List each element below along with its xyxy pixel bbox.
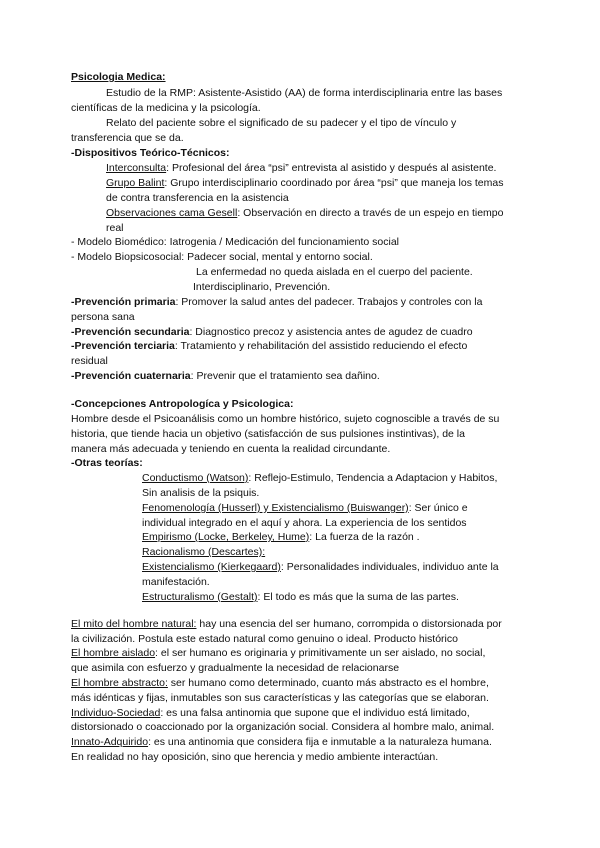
text-line — [106, 177, 503, 190]
text-line — [71, 355, 108, 368]
text-line — [71, 662, 399, 675]
text-line — [71, 340, 467, 353]
text-span: Sin analisis de la psiquis. — [142, 487, 260, 499]
text-span: El hombre abstracto: — [71, 677, 168, 689]
text-line — [106, 117, 456, 130]
text-span: Estudio de la RMP: Asistente-Asistido (AA) de forma interdisciplinaria entre las bases — [106, 87, 503, 99]
text-span: Fenomenología (Husserl) y Existencialismo (Buiswanger) — [142, 502, 409, 514]
text-line — [71, 443, 390, 456]
text-line — [71, 647, 485, 660]
text-line — [71, 413, 499, 426]
text-span: -Prevención secundaria — [71, 326, 190, 338]
text-line — [106, 222, 124, 235]
text-span: -Otras teorías: — [71, 457, 143, 469]
text-span: que asimila con esfuerzo y gradualmente la necesidad de relacionarse — [71, 662, 400, 674]
text-span: El mito del hombre natural: — [71, 618, 197, 630]
text-span: -Prevención terciaria — [71, 340, 175, 352]
text-span: persona sana — [71, 311, 135, 323]
text-line — [142, 561, 499, 574]
text-line — [142, 531, 420, 544]
text-span: La enfermedad no queda aislada en el cuerpo del paciente. — [196, 266, 473, 278]
text-span: Estructuralismo (Gestalt) — [142, 591, 258, 603]
text-span: residual — [71, 355, 108, 367]
text-span: - Modelo Biopsicosocial: Padecer social, mental y entorno social. — [71, 251, 373, 263]
text-span: Racionalismo (Descartes): — [142, 546, 266, 558]
text-line — [142, 517, 467, 530]
text-span: Existencialismo (Kierkegaard) — [142, 561, 281, 573]
text-line — [142, 472, 497, 485]
text-line — [71, 326, 473, 339]
text-span: -Prevención primaria — [71, 296, 176, 308]
text-span: - Modelo Biomédico: Iatrogenia / Medicación del funcionamiento social — [71, 236, 400, 248]
text-line — [71, 102, 261, 115]
text-span: ser humano como determinado, cuanto más abstracto es el hombre, — [167, 677, 489, 689]
text-line — [106, 162, 496, 175]
text-span: : Profesional del área “psi” entrevista al asistido y después al asistente. — [166, 162, 497, 174]
text-span: : es una falsa antinomia que supone que el individuo está limitado, — [160, 707, 470, 719]
text-span: : es una antinomia que considera fija e inmutable a la naturaleza humana. — [148, 736, 492, 748]
text-span: Interconsulta — [106, 162, 167, 174]
text-line — [142, 546, 265, 559]
text-span: manifestación. — [142, 576, 210, 588]
text-span: : El todo es más que la suma de las partes. — [257, 591, 459, 603]
text-line — [71, 147, 230, 160]
text-span: -Prevención cuaternaria — [71, 370, 191, 382]
text-line — [106, 192, 289, 205]
text-span: individual integrado en el aquí y ahora. La experiencia de los sentidos — [142, 517, 467, 529]
text-line — [71, 751, 438, 764]
text-span: : Ser único e — [408, 502, 468, 514]
text-span: Grupo Balint — [106, 177, 165, 189]
text-line — [71, 721, 494, 734]
text-span: hay una esencia del ser humano, corrompida o distorsionada por — [196, 618, 502, 630]
text-line — [71, 457, 143, 470]
text-line — [142, 576, 210, 589]
text-line — [71, 633, 458, 646]
text-span: El hombre aislado — [71, 647, 156, 659]
text-span: : el ser humano es originaria y primitivamente un ser aislado, no social, — [155, 647, 486, 659]
text-line — [71, 71, 166, 84]
text-span: Empirismo (Locke, Berkeley, Hume) — [142, 531, 310, 543]
text-line — [142, 502, 468, 515]
text-span: -Dispositivos Teórico-Técnicos: — [71, 147, 230, 159]
text-line — [106, 87, 502, 100]
text-line — [71, 707, 470, 720]
text-span: Relato del paciente sobre el significado de su padecer y el tipo de vínculo y — [106, 117, 457, 129]
text-line — [71, 132, 184, 145]
text-span: transferencia que se da. — [71, 132, 184, 144]
text-span: de contra transferencia en la asistencia — [106, 192, 289, 204]
text-span: En realidad no hay oposición, sino que herencia y medio ambiente interactúan. — [71, 751, 439, 763]
text-span: Interdisciplinario, Prevención. — [193, 281, 331, 293]
text-span: : Promover la salud antes del padecer. Trabajos y controles con la — [175, 296, 483, 308]
text-line — [71, 736, 492, 749]
text-line — [106, 207, 503, 220]
text-span: : Grupo interdisciplinario coordinado por área “psi” que maneja los temas — [164, 177, 504, 189]
text-span: : Personalidades individuales, individuo ante la — [280, 561, 499, 573]
text-line — [71, 251, 373, 264]
text-span: distorsionado o coaccionado por la organización social. Considera al hombre malo, animal. — [71, 721, 495, 733]
text-span: Innato-Adquirido — [71, 736, 149, 748]
text-span: Conductismo (Watson) — [142, 472, 249, 484]
text-span: : Diagnostico precoz y asistencia antes de agudez de cuadro — [189, 326, 473, 338]
text-span: : Prevenir que el tratamiento sea dañino. — [190, 370, 380, 382]
text-line — [71, 677, 489, 690]
text-line — [193, 281, 330, 294]
text-line — [71, 428, 465, 441]
text-span: : La fuerza de la razón . — [309, 531, 420, 543]
text-span: : Reflejo-Estimulo, Tendencia a Adaptacion y Habitos, — [248, 472, 498, 484]
text-span: historia, que tiende hacia un objetivo (satisfacción de sus pulsiones instintivas), de la — [71, 428, 465, 440]
text-line — [71, 692, 489, 705]
text-span: Individuo-Sociedad — [71, 707, 161, 719]
text-span: -Concepciones Antropologíca y Psicologica: — [71, 398, 294, 410]
text-line — [71, 618, 502, 631]
text-line — [71, 236, 399, 249]
text-line — [71, 311, 135, 324]
text-span: científicas de la medicina y la psicología. — [71, 102, 261, 114]
text-line — [71, 370, 380, 383]
text-span: real — [106, 222, 124, 234]
text-span: la civilización. Postula este estado natural como genuino o ideal. Producto histórico — [71, 633, 458, 645]
text-span: : Tratamiento y rehabilitación del assistido reduciendo el efecto — [174, 340, 468, 352]
text-line — [71, 398, 293, 411]
text-span: Hombre desde el Psicoanálisis como un hombre histórico, sujeto cognoscible a través de su — [71, 413, 500, 425]
text-span: : Observación en directo a través de un espejo en tiempo — [237, 207, 504, 219]
text-span: Observaciones cama Gesell — [106, 207, 238, 219]
text-span: manera más adecuada y teniendo en cuenta la realidad circundante. — [71, 443, 391, 455]
text-line — [142, 487, 259, 500]
text-span: más idénticas y fijas, inmutables son sus características y las categorías que se elaboran. — [71, 692, 489, 704]
text-line — [142, 591, 459, 604]
text-line — [71, 296, 482, 309]
text-span: Psicologia Medica: — [71, 71, 166, 83]
text-line — [196, 266, 473, 279]
